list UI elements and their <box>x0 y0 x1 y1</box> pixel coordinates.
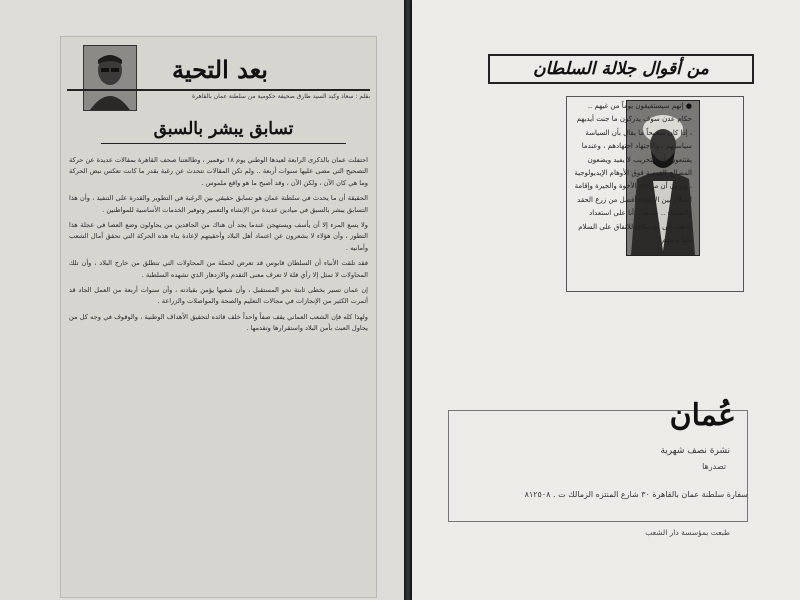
header-divider <box>67 89 370 91</box>
column-title: بعد التحية <box>171 55 268 84</box>
bullet-icon: ● <box>683 102 692 110</box>
article-paragraph: إن عمان تسير بخطى ثابتة نحو المستقبل ، وأن شعبها يؤمن بقيادته ، وأن سنوات أربعة من العمل الجاد قد أثمرت الكثير من الإنجازات في مجالات التعليم والصحة والمواصلات والزراعة . <box>69 286 368 306</box>
author-photo <box>83 45 137 111</box>
article-sheet <box>60 36 377 598</box>
article-paragraph: فقد تلقت الأنباء أن السلطان قابوس قد تعرض لحملة من المحاولات التي تنطلق من خارج البلاد ، وأن تلك المحاولات لا تمثل إلا رأي قلة لا تعرف معنى التقدم والازدهار الذي تشهده السلطنة . <box>69 259 368 279</box>
article-paragraph: احتفلت عمان بالذكرى الرابعة لعيدها الوطني يوم ١٨ نوفمبر ، وطالعتنا صحف القاهرة بمقالات عديدة عن حركة التصحيح التي مضى عليها سنوات أربعة .. ولم تكن المقالات تتحدث عن رغبة بقدر ما كانت تعكس نبض الحركة وما هي كان الآن ، ولكن الآن ، وقد أصبح ما هو واقع ملموس . <box>69 156 368 187</box>
book-spine <box>404 0 412 600</box>
magazine-title: عُمان <box>669 398 736 433</box>
article-paragraph: ولا يسع المرء إلا أن يأسف ويستهجن عندما يجد أن هناك من الحاقدين من يحاولون وضع العصا في عجلة هذا التطور ، وأن هؤلاء لا يشعرون عن اعتماد أهل البلاد وأحقيتهم لإعادة بناء هذه الحركة التي تحقق آمال الشعب وأمانيه . <box>69 221 368 252</box>
article-paragraph: ولهذا كله فإن الشعب العماني يقف صفاً واحداً خلف قائده لتحقيق الأهداف الوطنية ، والوقوف في وجه كل من يحاول العبث بأمن البلاد واستقرارها وتقدمها . <box>69 312 368 333</box>
headline-divider <box>101 143 346 144</box>
right-page <box>412 0 800 600</box>
magazine-subtitle: نشرة نصف شهرية <box>660 446 730 456</box>
quote-header: من أقوال جلالة السلطان <box>533 59 709 79</box>
byline: بقلم : سعاد وكيد السيد طارق صحيفة حكومية من سلطنة عمان بالقاهرة <box>191 93 370 100</box>
sultan-quote <box>574 100 692 247</box>
article-body <box>69 155 368 591</box>
publisher-label: تصدرها <box>702 462 726 471</box>
publisher-address: سفارة سلطنة عمان بالقاهرة ٣٠ شارع المنتزه الزمالك ت . ٨١٢٥٠٨ <box>524 490 748 499</box>
quote-body: إنهم سيستفيقون يوماً من غيهم .. حكام عدن سوف يدركون ما جنت أيديهم ، إذا كان صحيحاً ما يقال بأن السياسة سياستهم ، والاجتهاد اجتهادهم ، وعندما يقتنعون بأن التخريب لا يفيد ويضعون المصالح القومية فوق الأوهام الإيديولوجية ، ويرون أن مراعاة الأخوة والجيرة وإقامة السلام بين الأشقاء أفضل من زرع الحقد والبغضاء .. عندها .. أنا على استعداد لأذهب إلى أي مكان للاتفاق على السلام بيننا وبينهم . <box>574 102 692 245</box>
article-paragraph: الحقيقة أن ما يحدث في سلطنة عمان هو تسابق حقيقي بين الرغبة في التطوير والقدرة على التنفيذ ، وأن هذا التسابق يبشر بالسبق في ميادين عديدة من الإنشاء والتعمير وتوفير الخدمات الأساسية للمواطنين . <box>69 194 368 214</box>
print-note: طبعت بمؤسسة دار الشعب <box>645 528 730 537</box>
article-headline: تسابق يبشر بالسبق <box>153 119 294 139</box>
quote-header-box <box>488 54 754 84</box>
